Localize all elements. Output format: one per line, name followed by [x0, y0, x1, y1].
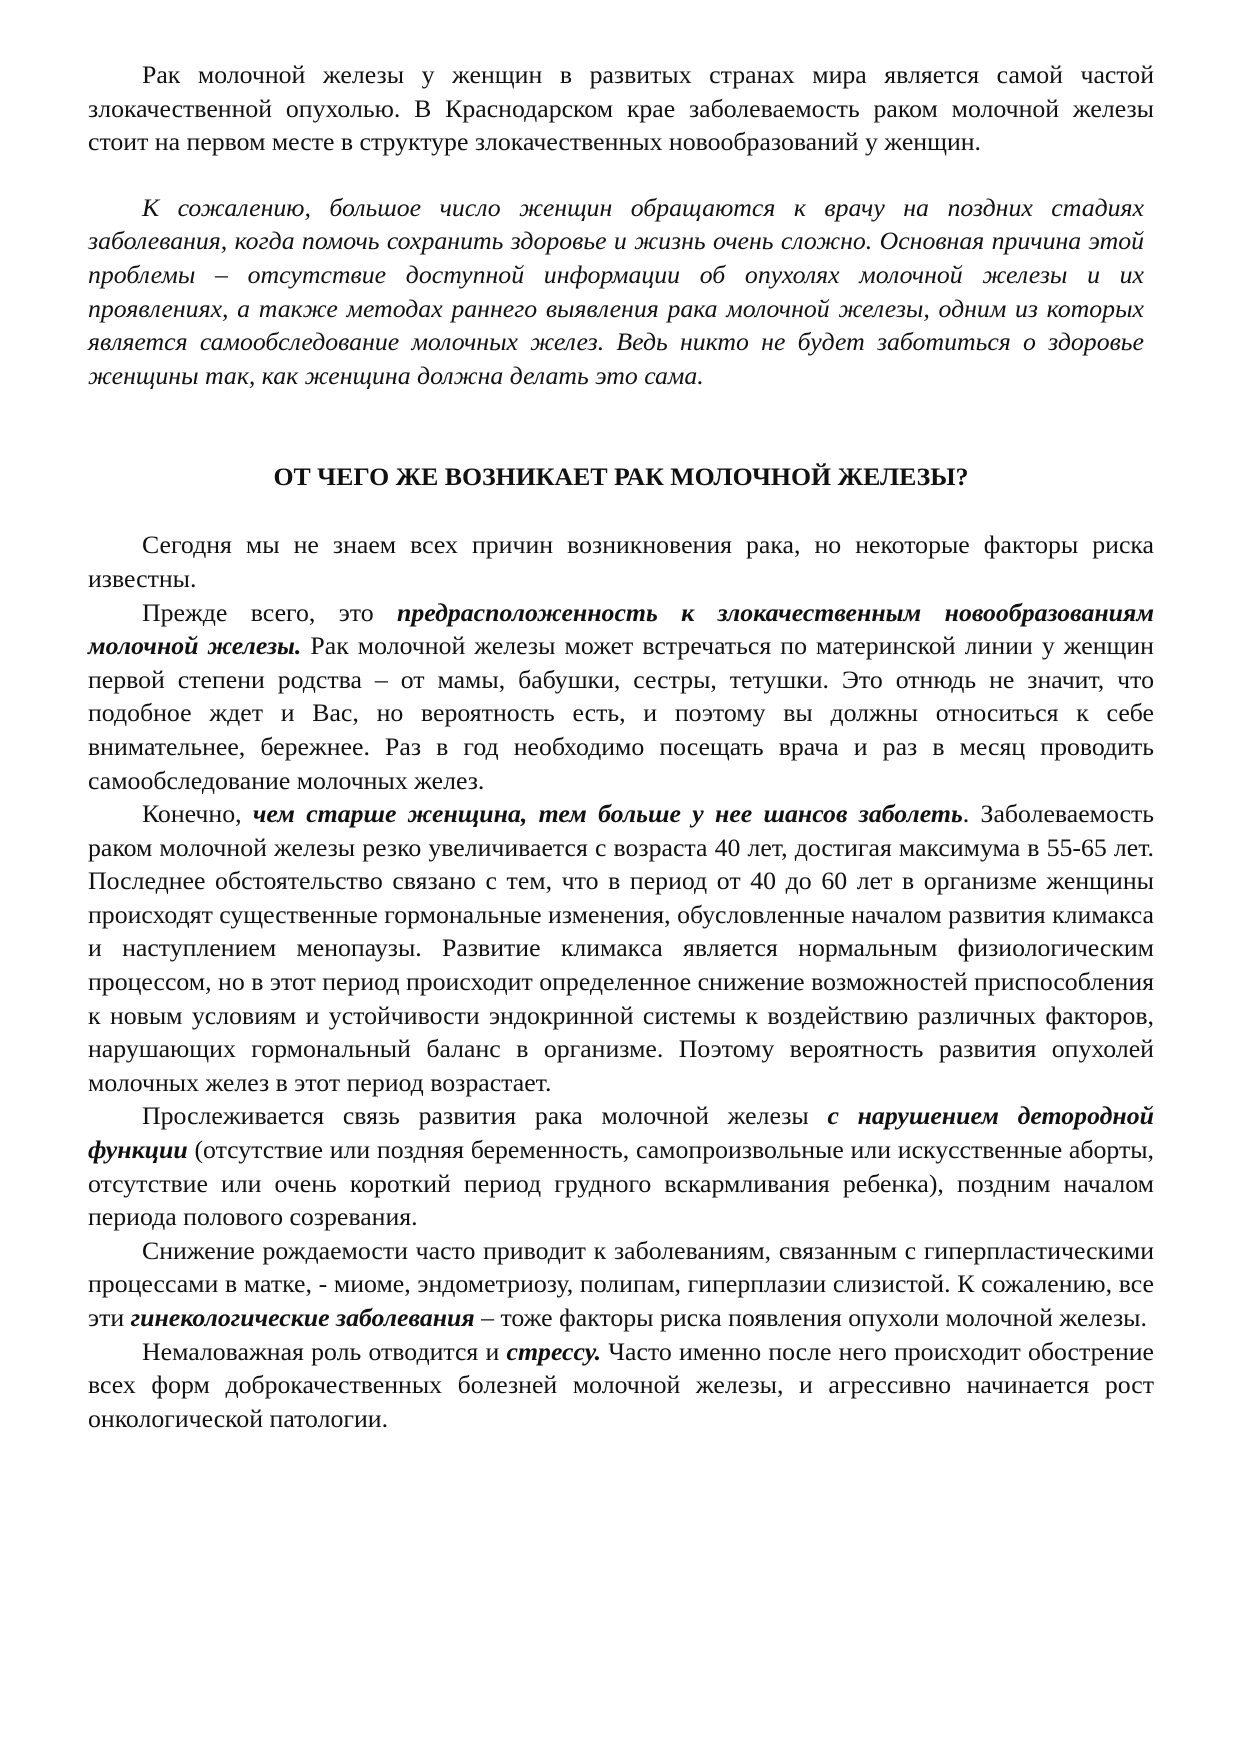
- intro-paragraph-1: Рак молочной железы у женщин в развитых странах мира является самой частой злокачественной опухолью. В Краснодарском крае заболеваемость раком молочной железы стоит на первом месте в структуре злокачественных новообразований у женщин.: [88, 60, 1154, 157]
- paragraph-text: Прежде всего, это: [142, 597, 398, 627]
- paragraph-text: . Заболеваемость раком молочной железы резко увеличивается с возраста 40 лет, достигая максимума в 55-65 лет. Последнее обстоятельство связано с тем, что в период от 40 до 60 лет в организме женщины происходят существенные гормональные изменения, обусловленные началом развития климакса и наступлением менопаузы. Развитие климакса является нормальным физиологическим процессом, но в этот период происходит определенное снижение возможностей приспособления к новым условиям и устойчивости эндокринной системы к воздействию различных факторов, нарушающих гормональный баланс в организме. Поэтому вероятность развития опухолей молочных желез в этот период возрастает.: [88, 799, 1154, 1097]
- paragraph-text: Прослеживается связь развития рака молочной железы: [142, 1101, 828, 1131]
- emphasis-predisposition: предрасположенность к злокачественным новообразованиям молочной железы.: [88, 597, 1154, 661]
- paragraph-text: Часто именно после него происходит обострение всех форм доброкачественных болезней молочной железы, и агрессивно начинается рост онкологической патологии.: [88, 1336, 1154, 1433]
- body-paragraph-3: [88, 797, 1154, 1099]
- body-paragraph-2: [88, 596, 1154, 798]
- emphasis-age: чем старше женщина, тем больше у нее шансов заболеть: [252, 799, 963, 829]
- emphasis-stress: стрессу.: [506, 1336, 602, 1366]
- paragraph-text: – тоже факторы риска появления опухоли молочной железы.: [474, 1303, 1147, 1332]
- body-paragraph-1: Сегодня мы не знаем всех причин возникновения рака, но некоторые факторы риска известны.: [88, 530, 1154, 593]
- body-paragraph-6: [88, 1335, 1154, 1436]
- paragraph-text: Рак молочной железы может встречаться по материнской линии у женщин первой степени родства – от мамы, бабушки, сестры, тетушки. Это отнюдь не значит, что подобное ждет и Вас, но вероятность есть, и поэтому вы должны относиться к себе внимательнее, бережнее. Раз в год необходимо посещать врача и раз в месяц проводить самообследование молочных желез.: [88, 631, 1154, 795]
- paragraph-text: Снижение рождаемости часто приводит к заболеваниям, связанным с гиперпластическими процессами в матке, - миоме, эндометриозу, полипам, гиперплазии слизистой. К сожалению, все эти: [88, 1235, 1154, 1332]
- body-paragraph-4: [88, 1099, 1154, 1233]
- paragraph-text: Немаловажная роль отводится и: [142, 1336, 507, 1366]
- paragraph-text: (отсутствие или поздняя беременность, самопроизвольные или искусственные аборты, отсутствие или очень короткий период грудного вскармливания ребенка), поздним началом периода полового созревания.: [88, 1135, 1154, 1232]
- document-page: [88, 58, 1154, 1435]
- intro-paragraph-2-italic: К сожалению, большое число женщин обращаются к врачу на поздних стадиях заболевания, когда помочь сохранить здоровье и жизнь очень сложно. Основная причина этой проблемы – отсутствие доступной информации об опухолях молочной железы и их проявлениях, а также методах раннего выявления рака молочной железы, одним из которых является самообследование молочных желез. Ведь никто не будет заботиться о здоровье женщины так, как женщина должна делать это сама.: [88, 192, 1144, 390]
- body-paragraph-5: [88, 1234, 1154, 1335]
- emphasis-gynecological: гинекологические заболевания: [130, 1303, 475, 1332]
- emphasis-reproductive: с нарушением детородной функции: [88, 1101, 1154, 1165]
- section-heading: ОТ ЧЕГО ЖЕ ВОЗНИКАЕТ РАК МОЛОЧНОЙ ЖЕЛЕЗЫ?: [273, 462, 969, 492]
- paragraph-text: Конечно,: [142, 799, 253, 829]
